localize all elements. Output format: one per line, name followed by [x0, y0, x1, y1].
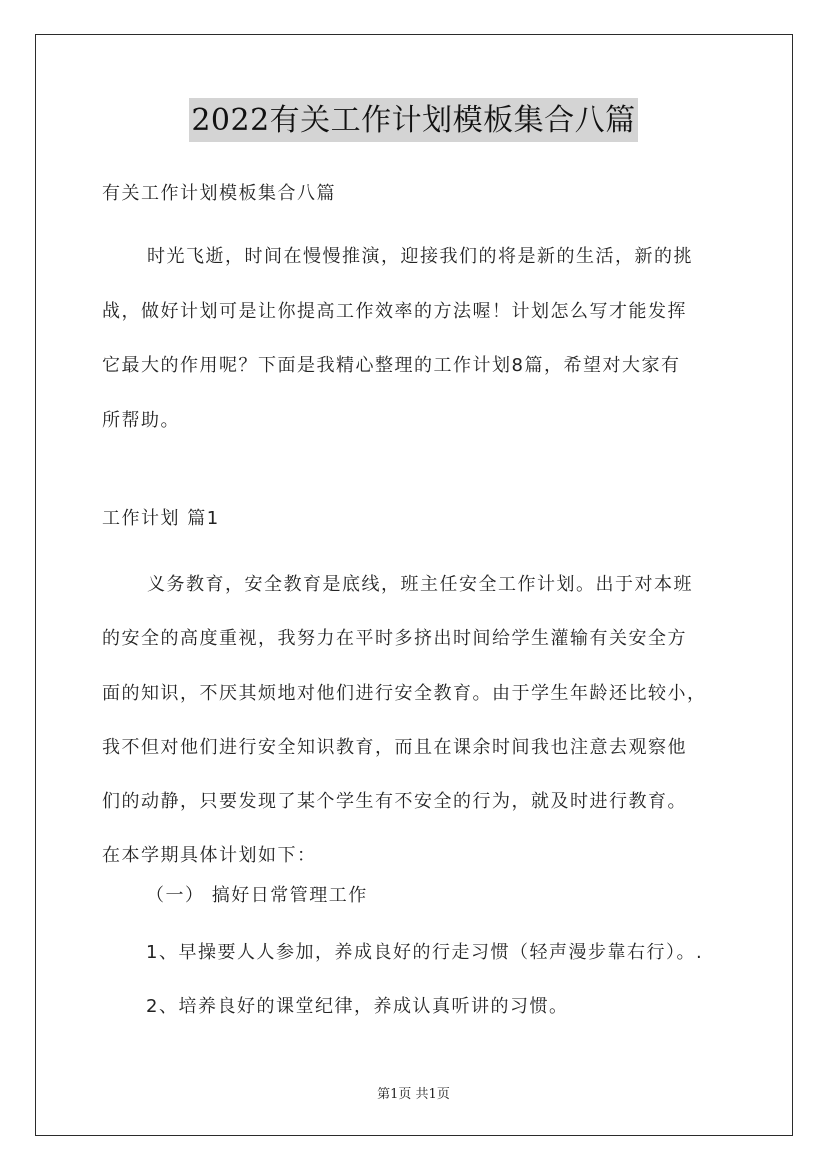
title-container: [0, 98, 827, 142]
intro-line: 时光飞逝，时间在慢慢推演，迎接我们的将是新的生活，新的挑: [147, 246, 693, 267]
intro-paragraph: [102, 230, 742, 448]
subtitle: 有关工作计划模板集合八篇: [102, 183, 336, 204]
list-item: 2、培养良好的课堂纪律，养成认真听讲的习惯。: [146, 996, 569, 1017]
sub-heading: （一） 搞好日常管理工作: [146, 885, 368, 906]
document-title: 2022有关工作计划模板集合八篇: [189, 98, 637, 142]
body-line: 们的动静，只要发现了某个学生有不安全的行为，就及时进行教育。: [102, 791, 687, 813]
section-heading: 工作计划 篇1: [102, 508, 220, 529]
body-line: 的安全的高度重视，我努力在平时多挤出时间给学生灌输有关安全方: [102, 628, 687, 650]
body-line: 义务教育，安全教育是底线，班主任安全工作计划。出于对本班: [147, 574, 693, 595]
section-body: [102, 558, 752, 884]
body-line: 我不但对他们进行安全知识教育，而且在课余时间我也注意去观察他: [102, 736, 687, 758]
intro-line: 它最大的作用呢？下面是我精心整理的工作计划8篇，希望对大家有: [102, 355, 681, 376]
intro-line: 战，做好计划可是让你提高工作效率的方法喔！计划怎么写才能发挥: [102, 300, 687, 322]
body-line: 面的知识，不厌其烦地对他们进行安全教育。由于学生年龄还比较小，: [102, 682, 707, 704]
intro-line: 所帮助。: [102, 409, 180, 431]
list-item: 1、早操要人人参加，养成良好的行走习惯（轻声漫步靠右行）。.: [146, 942, 704, 963]
body-line: 在本学期具体计划如下：: [102, 845, 317, 867]
page-footer: 第1页 共1页: [377, 1087, 450, 1102]
